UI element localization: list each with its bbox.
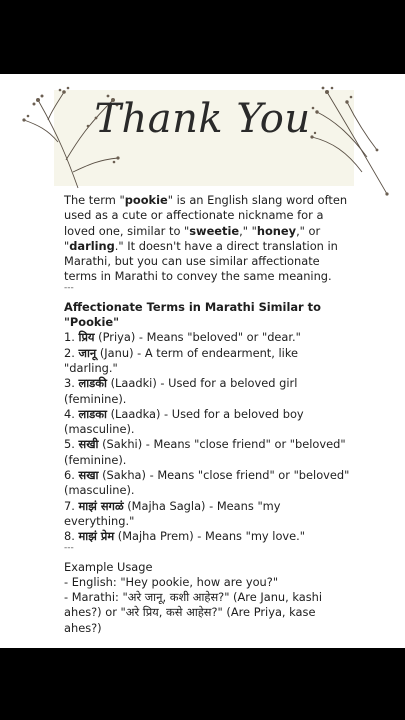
example-marathi: - Marathi: "अरे जानू, कशी आहेस?" (Are Janu, kashi ahes?) or "अरे प्रिय, कसे आहेस?" (Are Priya, kase ahes?) xyxy=(64,590,323,635)
example-heading: Example Usage xyxy=(64,559,153,574)
intro-bold-pookie: pookie xyxy=(124,193,168,207)
list-item: 7. माझं सगळं (Majha Sagla) - Means "my everything." xyxy=(64,498,281,528)
intro-text-4: ," or " xyxy=(64,223,321,253)
list-item: 2. जानू (Janu) - A term of endearment, like "darling." xyxy=(64,345,299,375)
intro-bold-darling: darling xyxy=(69,238,115,253)
intro-paragraph xyxy=(64,193,354,285)
list-item: 8. माझं प्रेम (Majha Prem) - Means "my love." xyxy=(64,529,306,544)
list-item: 3. लाडकी (Laadki) - Used for a beloved girl (feminine). xyxy=(64,376,298,406)
intro-bold-honey: honey xyxy=(256,223,297,238)
list-item: 1. प्रिय (Priya) - Means "beloved" or "dear." xyxy=(64,330,301,345)
list-item: 5. सखी (Sakhi) - Means "close friend" or "beloved" (feminine). xyxy=(64,437,346,467)
example-english: - English: "Hey pookie, how are you?" xyxy=(64,574,279,589)
separator: --- xyxy=(64,542,74,553)
terms-list xyxy=(64,330,354,544)
intro-text-5: ." It doesn't have a direct translation in Marathi, but you can use similar affectionate terms in Marathi to convey the same meaning. xyxy=(64,238,338,284)
card-title: Thank You xyxy=(94,96,311,142)
intro-bold-sweetie: sweetie xyxy=(189,223,240,238)
separator: --- xyxy=(64,282,74,293)
list-item: 6. सखा (Sakha) - Means "close friend" or "beloved" (masculine). xyxy=(64,468,350,498)
list-item: 4. लाडका (Laadka) - Used for a beloved boy (masculine). xyxy=(64,406,304,437)
section-heading: Affectionate Terms in Marathi Similar to "Pookie" xyxy=(64,299,321,330)
intro-text-1: The term " xyxy=(64,193,125,207)
card-body xyxy=(64,193,354,636)
thank-you-card xyxy=(0,74,405,648)
intro-text-3: ," " xyxy=(239,223,257,238)
intro-text-2: " is an English slang word often used as a cute or affectionate nickname for a loved one, similar to " xyxy=(64,193,348,238)
